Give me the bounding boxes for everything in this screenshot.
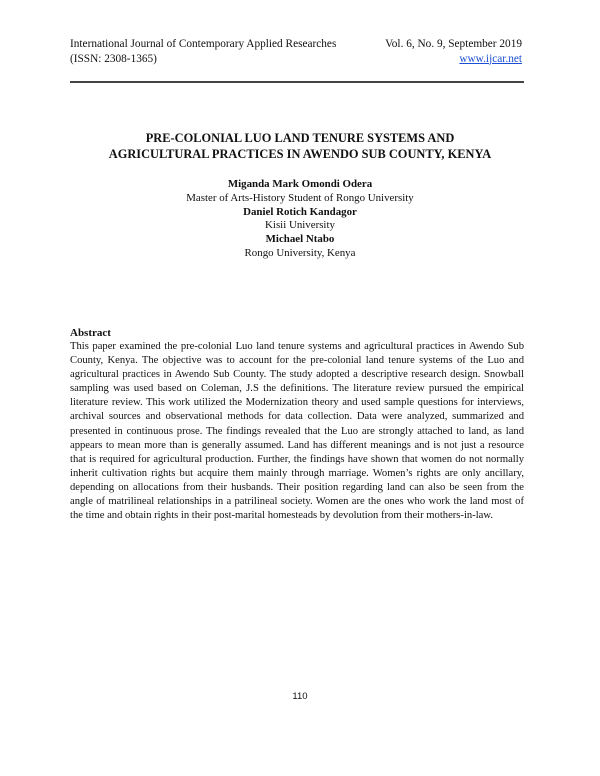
author-name: Michael Ntabo: [265, 233, 335, 246]
author-affiliation: Rongo University, Kenya: [244, 246, 356, 259]
page-number: 110: [292, 691, 308, 702]
author-name: Daniel Rotich Kandagor: [243, 205, 357, 218]
abstract-section: [70, 326, 524, 523]
paper-title-line-1: PRE-COLONIAL LUO LAND TENURE SYSTEMS AND: [145, 131, 455, 145]
abstract-body: This paper examined the pre-colonial Luo land tenure systems and agricultural practices in Awendo Sub County, Kenya. The objective was to account for the pre-colonial land tenure systems of the Luo and agricultural practices in Awendo Sub County. The study adopted a descriptive research design. Snowball sampling was used based on Coleman, J.S the definitions. The literature review pursued the empirical literature review. This work utilized the Modernization theory and used sample questions for interviews, archival sources and observational methods for data collection. Data were analyzed, summarized and presented in continuous prose. The findings revealed that the Luo are strongly attached to land, as land appears to mean more than is generally assumed. Land has different meanings and is not just a resource that is required for agricultural production. Further, the findings have shown that women do not normally inherit cultivation rights but acquire them mainly through marriage. Women’s rights are only ancillary, depending on allocations from their husbands. Their position regarding land can also be seen from the angle of matrilineal relationships in a patrilineal society. Women are the ones who work the land most of the time and obtain rights in their post-marital homesteads by devolution from their mothers-in-law.: [70, 341, 524, 522]
author-affiliation: Master of Arts-History Student of Rongo University: [186, 191, 414, 204]
abstract-heading: Abstract: [70, 327, 111, 339]
volume-info: Vol. 6, No. 9, September 2019: [385, 38, 522, 50]
author-name: Miganda Mark Omondi Odera: [227, 178, 373, 190]
header-divider: [70, 81, 524, 83]
paper-title-line-2: AGRICULTURAL PRACTICES IN AWENDO SUB COUNTY, KENYA: [108, 147, 492, 161]
running-header: [70, 37, 522, 66]
journal-name: International Journal of Contemporary Applied Researches: [70, 38, 337, 50]
paper-title: [60, 130, 540, 162]
author-block: [60, 178, 540, 261]
journal-url-link[interactable]: www.ijcar.net: [459, 52, 522, 65]
issn: (ISSN: 2308-1365): [70, 52, 157, 65]
author-affiliation: Kisii University: [265, 219, 335, 232]
